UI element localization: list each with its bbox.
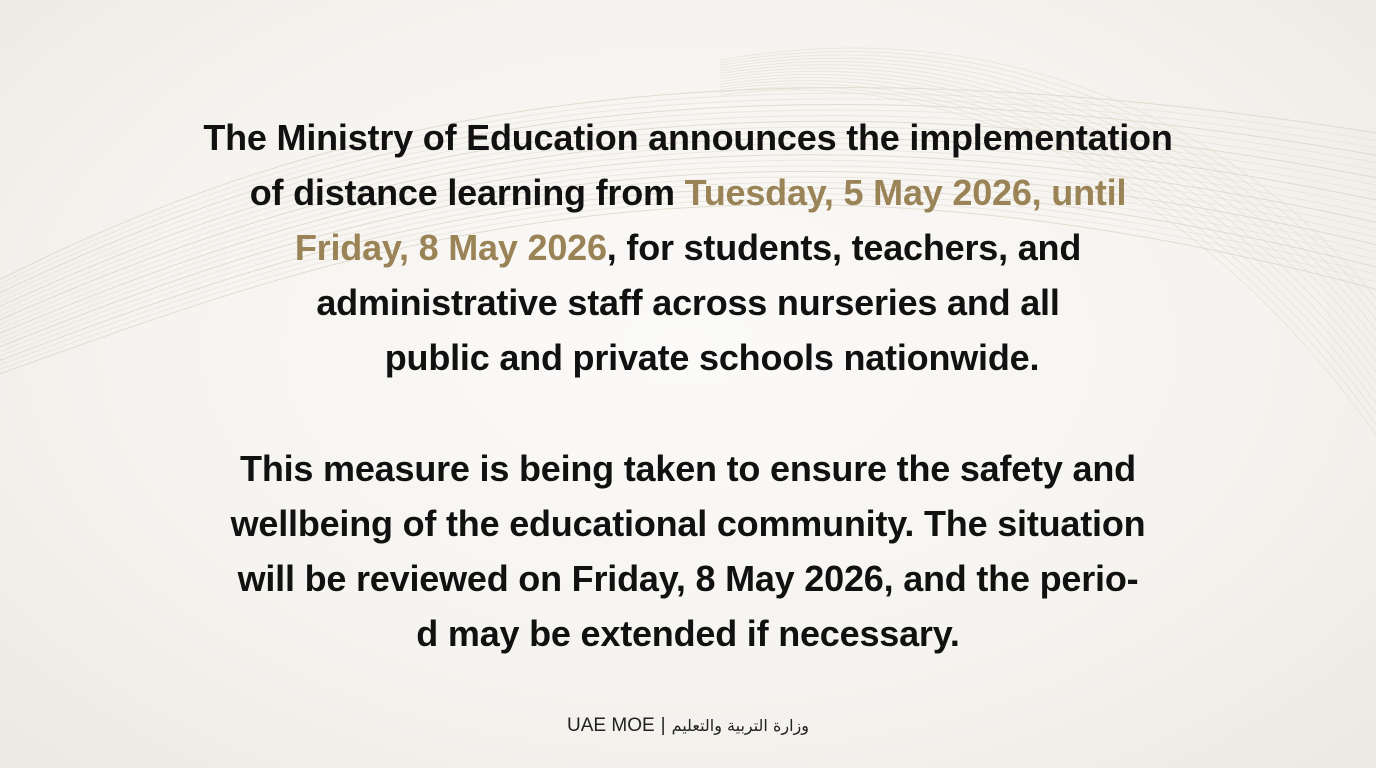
start-date-highlight: Tuesday, 5 May 2026, until xyxy=(684,172,1127,213)
footer-brand xyxy=(0,712,1376,740)
footer-separator: | xyxy=(660,715,666,736)
announcement-paragraph-2 xyxy=(0,441,1376,661)
announcement-paragraph-1 xyxy=(0,110,1376,385)
footer-brand-ar: وزارة التربية والتعليم xyxy=(671,716,809,735)
line-3-suffix: , for students, teachers, and xyxy=(606,227,1082,268)
paragraph-1-line-4: administrative staff across nurseries and all xyxy=(316,282,1060,323)
paragraph-2-line-1: This measure is being taken to ensure the safety and xyxy=(240,448,1136,489)
paragraph-1-line-2 xyxy=(0,165,1376,220)
line-2-prefix: of distance learning from xyxy=(249,172,685,213)
end-date-highlight: Friday, 8 May 2026 xyxy=(294,227,607,268)
paragraph-1-line-1: The Ministry of Education announces the implementation xyxy=(203,117,1173,158)
paragraph-1-line-5: public and private schools nationwide. xyxy=(384,337,1040,378)
paragraph-2-line-3: will be reviewed on Friday, 8 May 2026, and the perio- xyxy=(237,558,1139,599)
paragraph-1-line-3 xyxy=(0,220,1376,275)
paragraph-2-line-2: wellbeing of the educational community. The situation xyxy=(230,503,1146,544)
paragraph-2-line-4: d may be extended if necessary. xyxy=(416,613,960,654)
footer-brand-en: UAE MOE xyxy=(567,715,655,736)
